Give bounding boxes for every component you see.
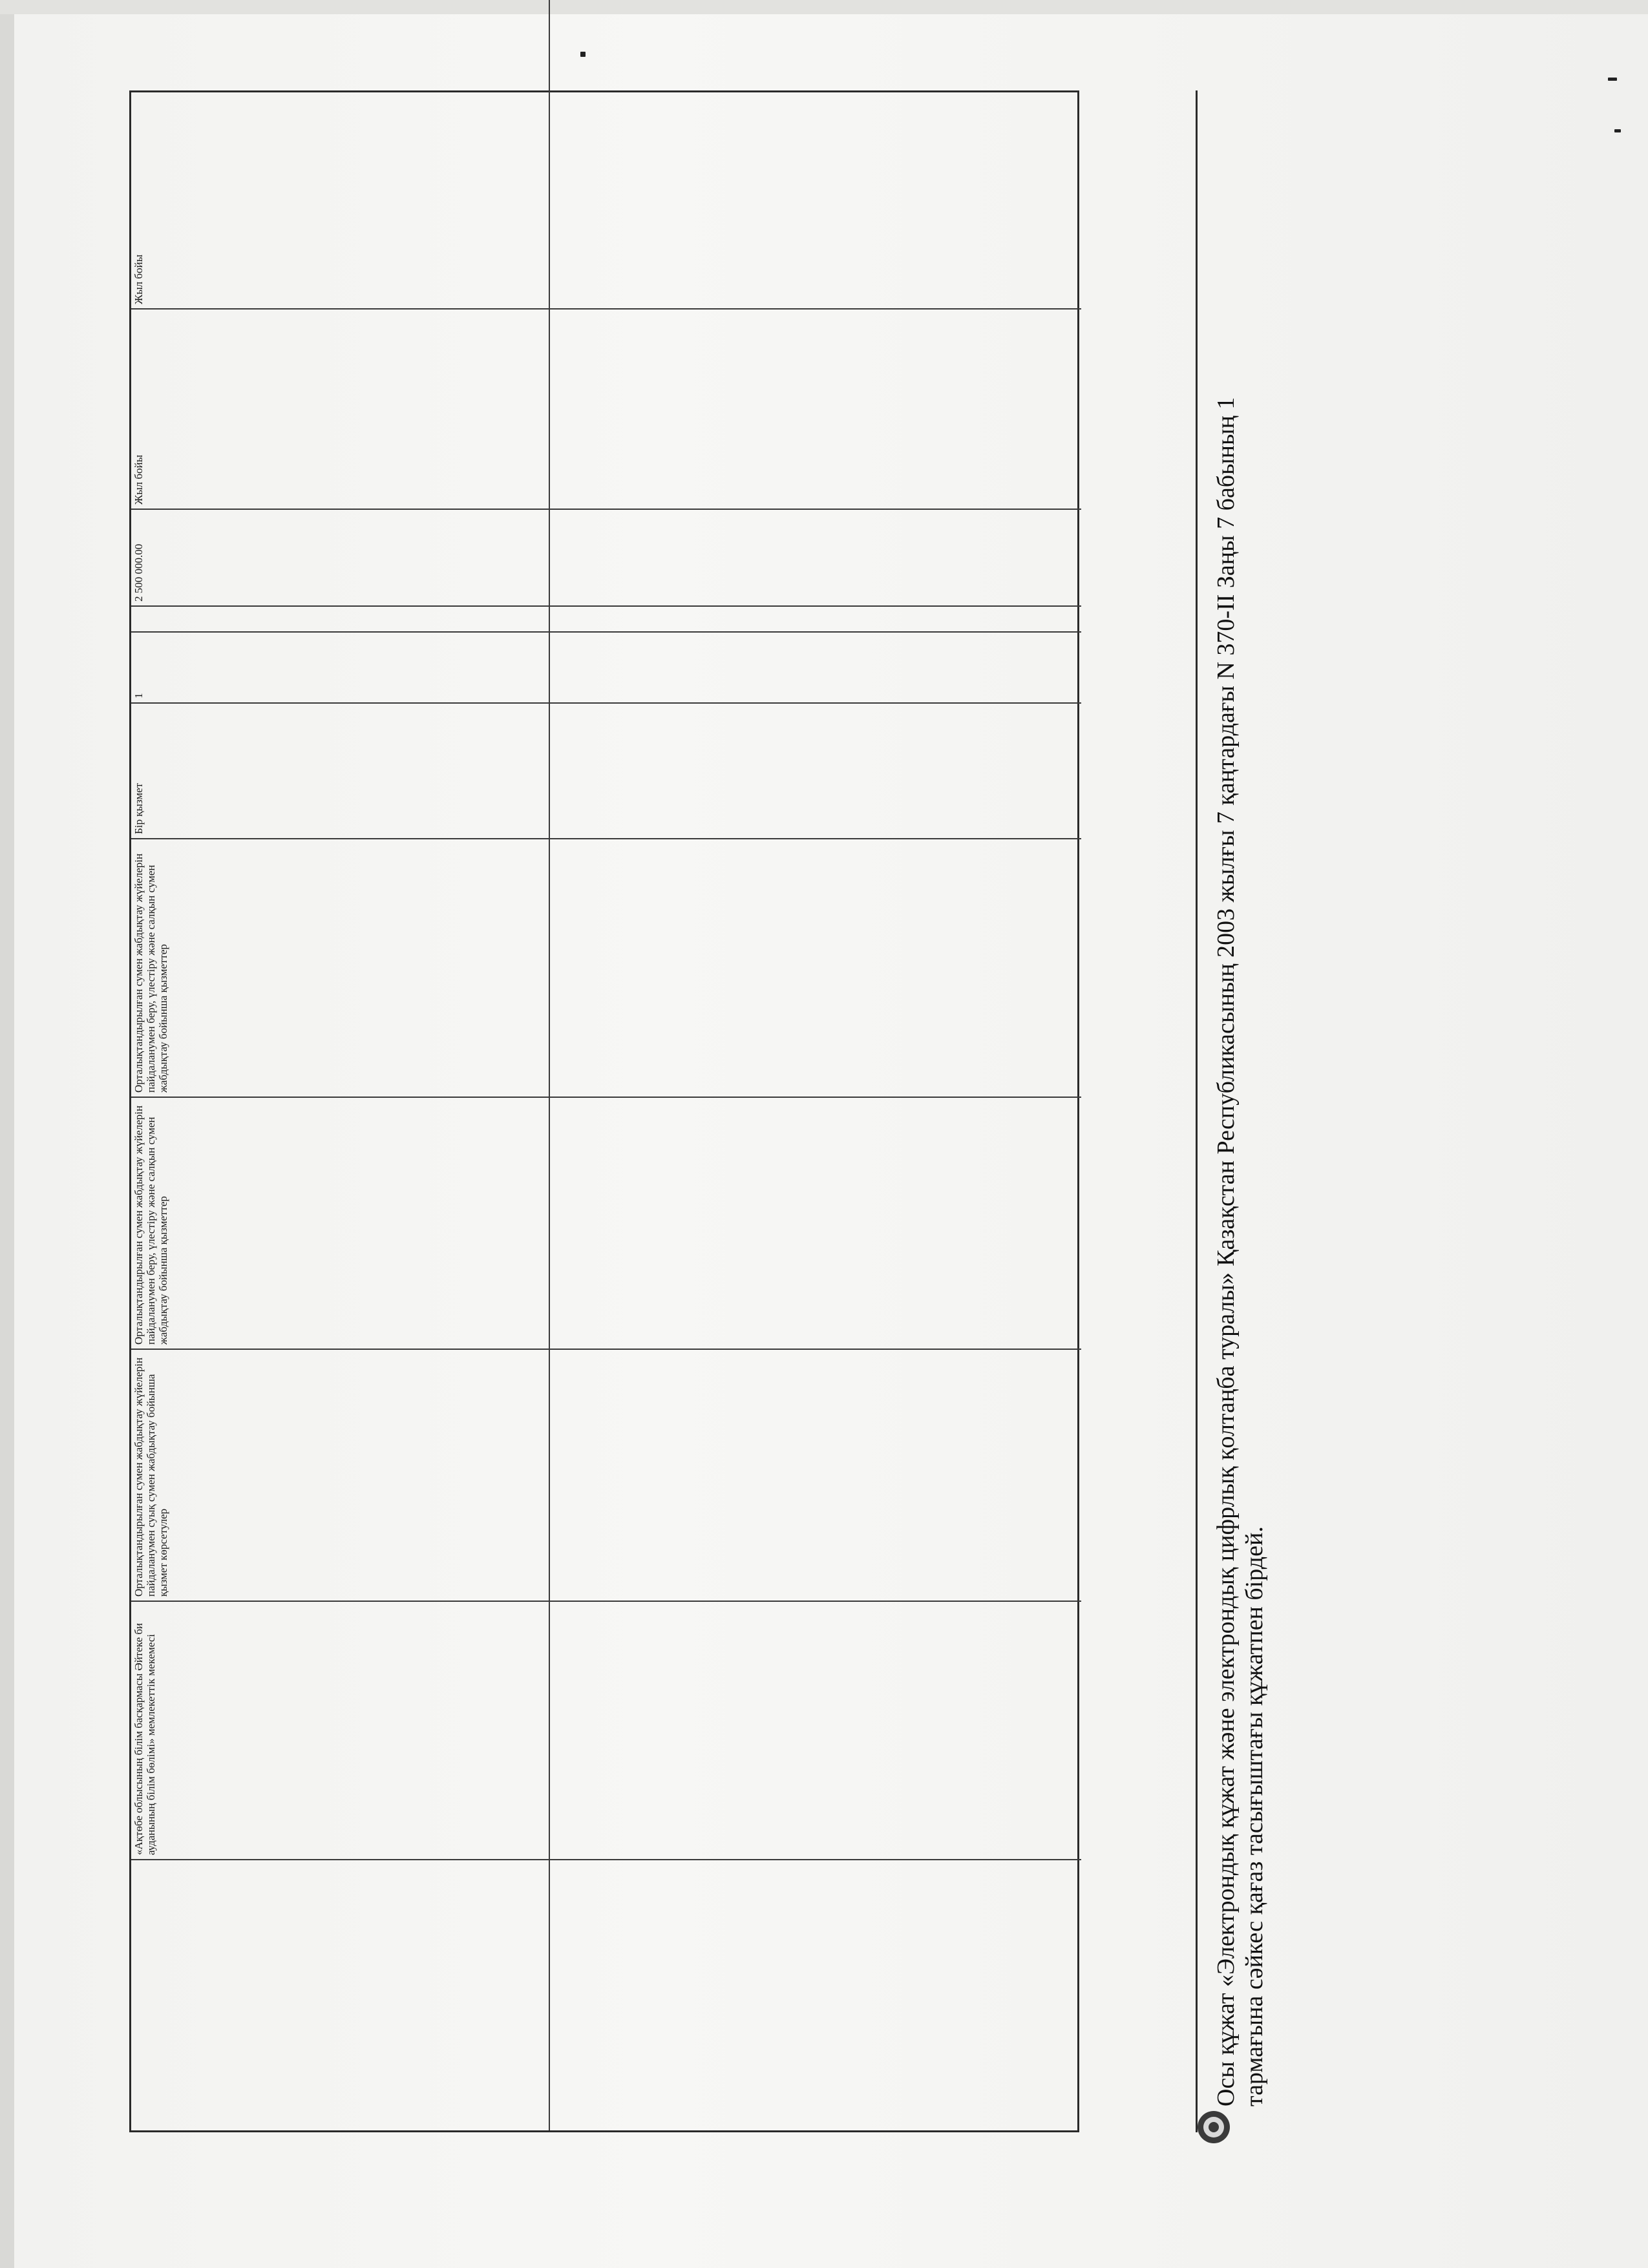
table-cell-unit: Бір қызмет xyxy=(131,702,550,838)
table-cell-blank xyxy=(550,1601,1081,1859)
table-cell-period: Жыл бойы xyxy=(131,308,550,509)
table-cell-delivery-term: Жыл бойы xyxy=(131,0,550,308)
table-cell-blank xyxy=(550,605,1081,631)
page-edge-left xyxy=(0,0,14,2268)
table-cell-price: 2 500 000.00 xyxy=(131,509,550,605)
footer-divider xyxy=(1196,90,1198,2132)
legal-notice-line-1: Осы құжат «Электрондық құжат және электрондық цифрлық қолтаңба туралы» Қазақстан Республикасының 2003 жылғы 7 қаңтардағы N 370-II Заңы 7 бабының 1 xyxy=(1212,397,1240,2106)
table-cell-blank xyxy=(550,838,1081,1097)
scan-speck xyxy=(1608,78,1617,81)
table-cell-service-name: Орталықтандырылған сумен жабдықтау жүйелерін пайдаланумен суық сумен жабдықтау бойынша қызмет көрсетулер xyxy=(131,1349,550,1601)
table-cell-blank xyxy=(550,509,1081,605)
table-cell-empty xyxy=(131,605,550,631)
scan-speck xyxy=(1614,129,1621,132)
table-cell-blank xyxy=(550,1859,1081,2130)
table-cell-blank xyxy=(550,1097,1081,1349)
procurement-table xyxy=(129,90,1079,2132)
table-cell-blank xyxy=(550,308,1081,509)
e-gov-seal-icon xyxy=(1196,2109,1232,2145)
legal-notice-line-2: тармағына сәйкес қағаз тасығыштағы құжатпен бірдей. xyxy=(1241,1526,1268,2106)
table-cell-blank xyxy=(550,702,1081,838)
table-cell-blank xyxy=(550,0,1081,308)
table-cell-customer: «Ақтөбе облысының білім басқармасы Әйтеке би ауданының білім бөлімі» мемлекеттік мекемесі xyxy=(131,1601,550,1859)
table-cell-blank xyxy=(550,631,1081,702)
scan-speck xyxy=(580,52,586,57)
table-cell-service-description: Орталықтандырылған сумен жабдықтау жүйелерін пайдаланумен беру, үлестіру және салқын сумен жабдықтау бойынша қызметтер xyxy=(131,1097,550,1349)
legal-notice xyxy=(1212,129,1269,2106)
table-cell-blank xyxy=(550,1349,1081,1601)
rotated-content xyxy=(129,90,1448,2132)
table-cell-quantity: 1 xyxy=(131,631,550,702)
table-cell-number xyxy=(131,1859,550,2130)
table-cell-service-description-extra: Орталықтандырылған сумен жабдықтау жүйелерін пайдаланумен беру, үлестіру және салқын сумен жабдықтау бойынша қызметтер xyxy=(131,838,550,1097)
